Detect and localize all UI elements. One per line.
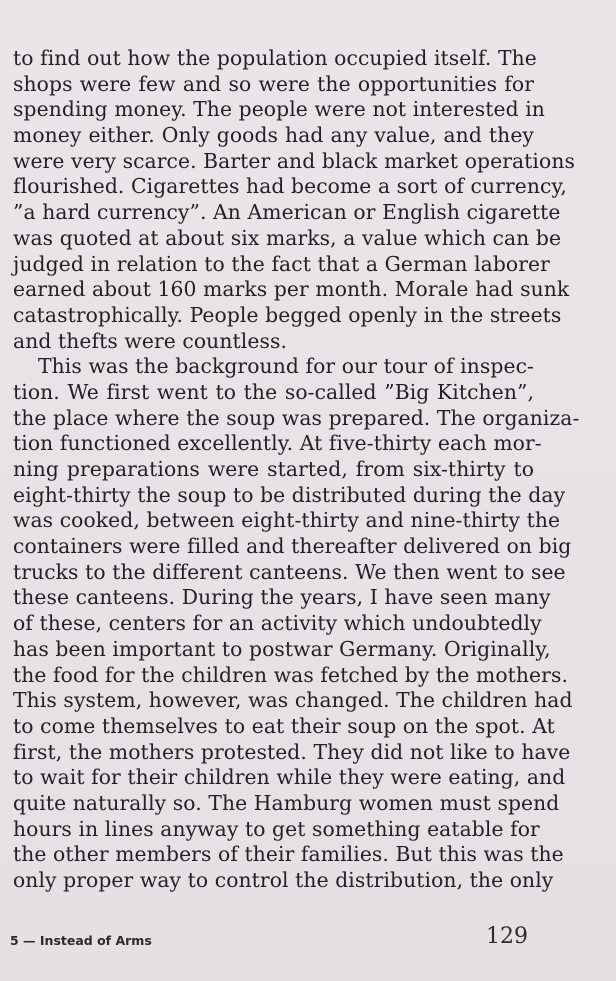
text-line: trucks to the different canteens. We then went to see	[13, 559, 566, 584]
body-text	[13, 46, 580, 894]
text-line: eight-thirty the soup to be distributed during the day	[13, 482, 566, 507]
text-line: catastrophically. People begged openly in the streets	[13, 302, 562, 327]
text-line: earned about 160 marks per month. Morale had sunk	[13, 277, 570, 302]
page-number: 129	[486, 924, 528, 949]
text-line: tion. We first went to the so-called ”Big Kitchen”,	[13, 379, 534, 404]
text-line: ”a hard currency”. An American or English cigarette	[13, 200, 561, 225]
text-line: quite naturally so. The Hamburg women must spend	[13, 790, 560, 815]
paragraph-1	[13, 46, 576, 354]
text-line: shops were few and so were the opportunities for	[13, 71, 534, 96]
signature-mark: 5 — Instead of Arms	[10, 933, 152, 948]
text-line: to find out how the population occupied itself. The	[13, 46, 537, 70]
text-line: first, the mothers protested. They did not like to have	[13, 739, 571, 764]
text-line: hours in lines anyway to get something eatable for	[13, 816, 540, 841]
text-line: and thefts were countless.	[13, 328, 288, 353]
text-line: to wait for their children while they were eating, and	[13, 765, 566, 790]
text-line: containers were filled and thereafter delivered on big	[13, 534, 572, 559]
text-line: spending money. The people were not interested in	[13, 97, 545, 122]
text-line: tion functioned excellently. At five-thirty each mor-	[13, 431, 542, 456]
text-line: these canteens. During the years, I have seen many	[13, 585, 551, 610]
text-line: has been important to postwar Germany. Originally,	[13, 636, 551, 661]
text-line: This system, however, was changed. The children had	[13, 688, 573, 713]
text-line: only proper way to control the distribution, the only	[13, 868, 554, 892]
text-line: flourished. Cigarettes had become a sort of currency,	[13, 174, 567, 199]
text-line: the food for the children was fetched by the mothers.	[13, 662, 568, 687]
text-line: was cooked, between eight-thirty and nine-thirty the	[13, 508, 561, 533]
text-line: judged in relation to the fact that a German laborer	[13, 251, 550, 276]
text-line: ning preparations were started, from six-thirty to	[13, 457, 534, 481]
text-line: were very scarce. Barter and black market operations	[13, 148, 576, 173]
paragraph-2	[13, 354, 580, 893]
text-line: This was the background for our tour of inspec-	[38, 354, 534, 379]
text-line: was quoted at about six marks, a value which can be	[13, 225, 562, 250]
text-line: money either. Only goods had any value, and they	[13, 123, 534, 148]
text-line: to come themselves to eat their soup on the spot. At	[13, 713, 555, 738]
text-line: of these, centers for an activity which undoubtedly	[13, 611, 542, 636]
text-line: the other members of their families. But this was the	[13, 842, 564, 867]
text-line: the place where the soup was prepared. The organiza-	[13, 405, 580, 430]
